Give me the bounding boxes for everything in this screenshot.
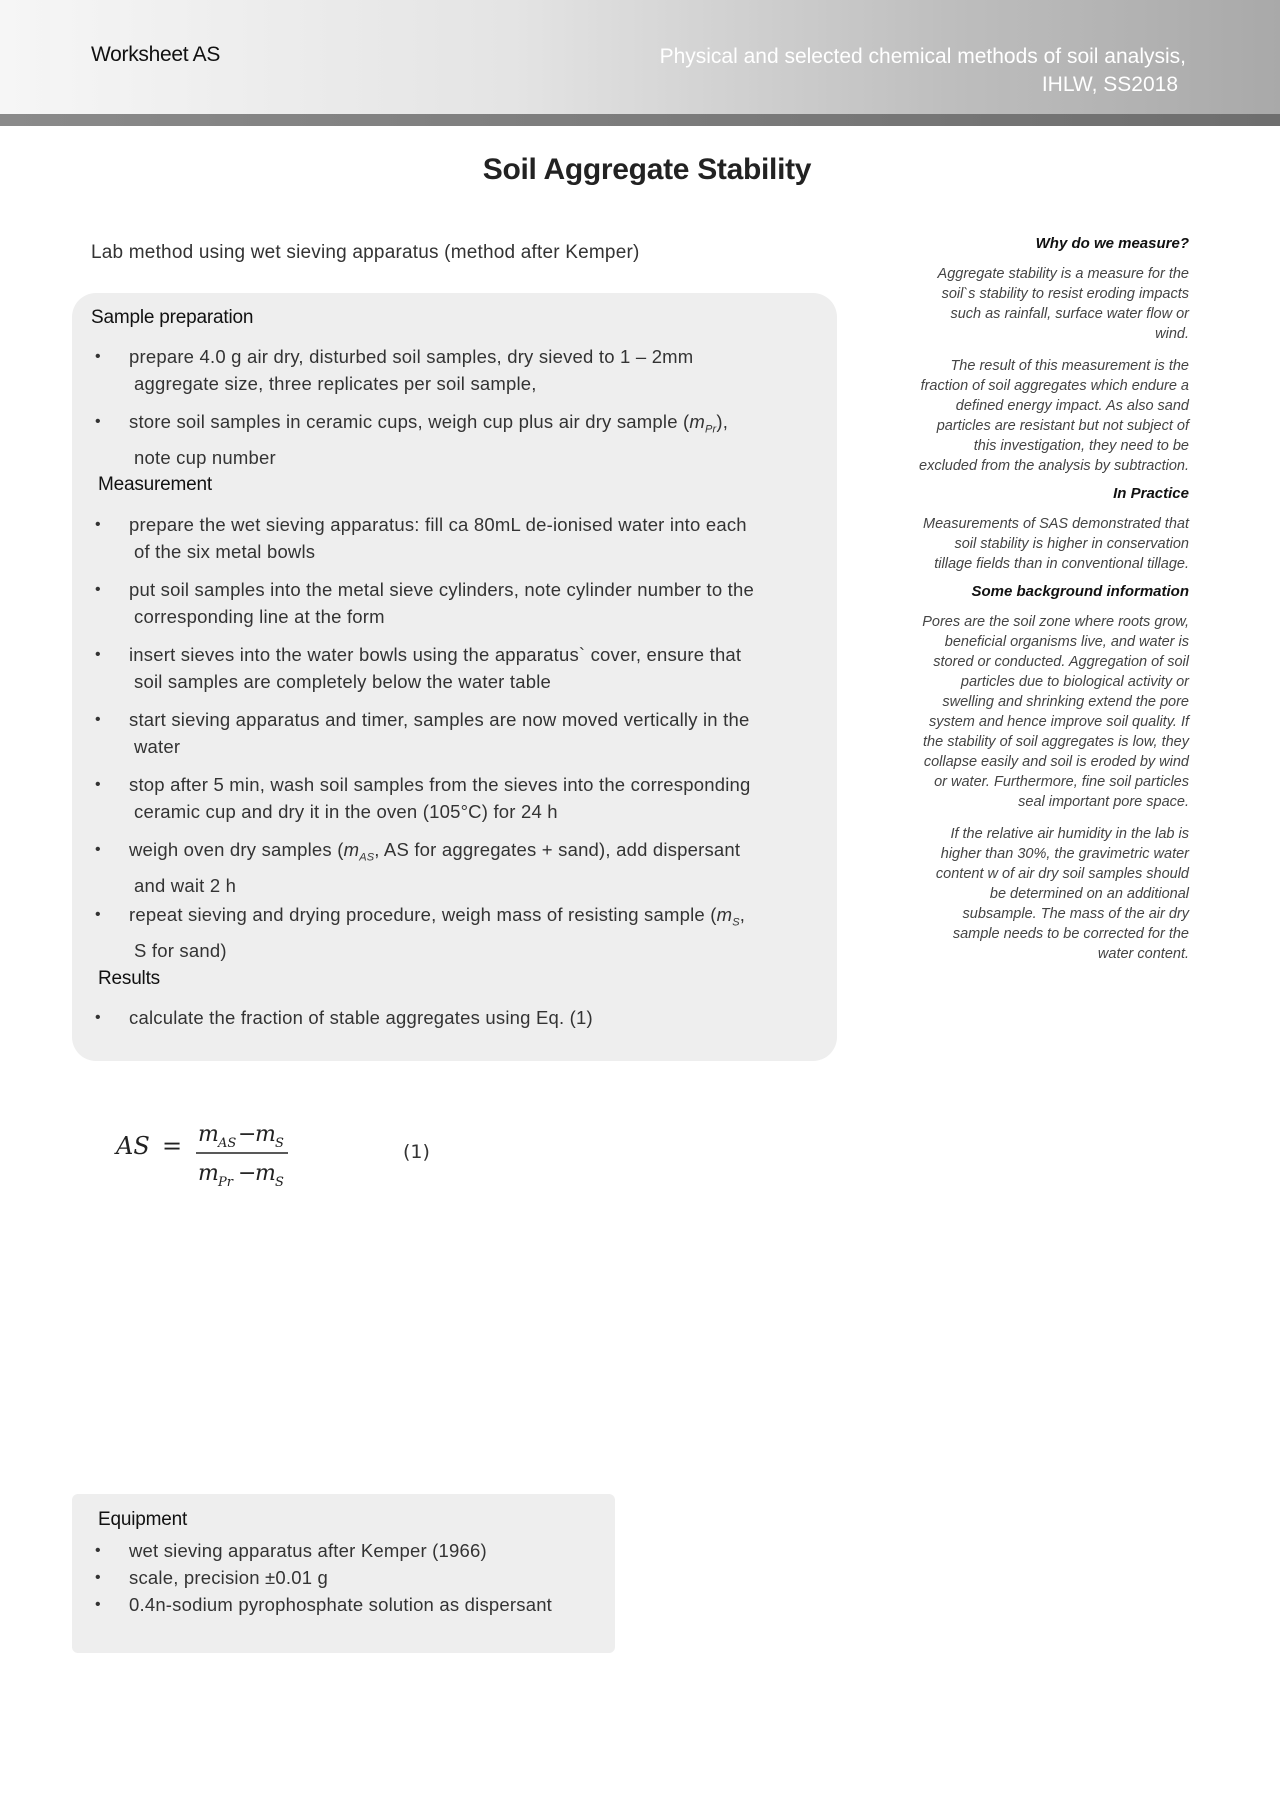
background-line: seal important pore space.	[1018, 794, 1189, 810]
den-var-a: m	[198, 1161, 219, 1186]
bullet-glyph: •	[95, 906, 101, 923]
list-item-line2: S for sand)	[134, 939, 227, 961]
den-minus: −	[238, 1161, 257, 1186]
list-item-line1: prepare the wet sieving apparatus: fill ca 80mL de-ionised water into each	[129, 514, 747, 535]
why-paragraph-1	[885, 264, 1189, 344]
equipment-item: 0.4n-sodium pyrophosphate solution as dispersant	[129, 1594, 553, 1615]
bullet-glyph: •	[95, 841, 101, 858]
list-item-line1: stop after 5 min, wash soil samples from the sieves into the corresponding	[129, 774, 751, 795]
background-line: swelling and shrinking extend the pore	[942, 694, 1189, 710]
why-p2-line: this investigation, they need to be	[973, 438, 1189, 454]
list-item	[91, 836, 831, 901]
formula-lhs: AS	[116, 1132, 150, 1160]
practice-paragraph	[885, 514, 1189, 574]
list-item-line2: of the six metal bowls	[134, 541, 316, 562]
mass-subscript: AS	[359, 851, 375, 864]
practice-line: soil stability is higher in conservation	[954, 536, 1189, 552]
equipment-item: wet sieving apparatus after Kemper (1966)	[129, 1540, 487, 1561]
text-pre: weigh oven dry samples (	[129, 839, 344, 860]
list-item	[91, 576, 831, 641]
equipment-item: scale, precision ±0.01 g	[129, 1567, 329, 1588]
num-var-a: m	[198, 1122, 219, 1147]
list-item-line1: start sieving apparatus and timer, samples are now moved vertically in the	[129, 709, 750, 730]
background-line: be determined on an additional	[989, 886, 1189, 902]
formula-equals: =	[162, 1132, 183, 1160]
text-post: , AS for aggregates + sand), add dispersant	[374, 839, 741, 860]
aggregate-stability-formula	[110, 1118, 310, 1198]
equipment-heading: Equipment	[98, 1509, 188, 1530]
background-line: sample needs to be corrected for the	[952, 926, 1189, 942]
method-subtitle: Lab method using wet sieving apparatus (method after Kemper)	[91, 242, 640, 263]
bullet-glyph: •	[95, 1542, 101, 1559]
page-header	[0, 0, 1280, 114]
list-item-line1: prepare 4.0 g air dry, disturbed soil samples, dry sieved to 1 – 2mm	[129, 346, 694, 367]
bullet-glyph: •	[95, 516, 101, 533]
list-item-line1	[129, 836, 831, 872]
why-p2-line: excluded from the analysis by subtraction.	[919, 458, 1189, 474]
list-item-line1: put soil samples into the metal sieve cylinders, note cylinder number to the	[129, 579, 754, 600]
background-line: content w of air dry soil samples should	[935, 866, 1189, 882]
list-item-line2: corresponding line at the form	[134, 606, 385, 627]
why-p2-line: particles are resistant but not subject of	[936, 418, 1189, 434]
worksheet-label: Worksheet AS	[91, 43, 221, 66]
practice-heading: In Practice	[1113, 485, 1189, 502]
sidebar-notes	[885, 232, 1189, 964]
list-item	[91, 1591, 611, 1618]
why-p2-line: The result of this measurement is the	[950, 358, 1189, 374]
results-list	[91, 1004, 831, 1031]
background-heading: Some background information	[971, 583, 1189, 600]
background-paragraph-1	[885, 612, 1189, 812]
text-pre: store soil samples in ceramic cups, weigh cup plus air dry sample (	[129, 411, 690, 432]
course-line-1: Physical and selected chemical methods of soil analysis,	[659, 45, 1186, 68]
why-p1-line: Aggregate stability is a measure for the	[937, 266, 1189, 282]
list-item	[91, 343, 831, 408]
measurement-heading: Measurement	[98, 474, 212, 495]
list-item	[91, 706, 831, 771]
list-item	[91, 511, 831, 576]
list-item	[91, 1537, 611, 1564]
why-p1-line: wind.	[1155, 326, 1189, 342]
list-item-line1: insert sieves into the water bowls using the apparatus` cover, ensure that	[129, 644, 742, 665]
background-line: particles due to biological activity or	[960, 674, 1189, 690]
list-item	[91, 1004, 831, 1031]
course-line-2: IHLW, SS2018	[1041, 73, 1178, 96]
background-line: subsample. The mass of the air dry	[962, 906, 1189, 922]
mass-subscript: S	[732, 916, 740, 929]
why-paragraph-2	[885, 356, 1189, 476]
equation-number: (1)	[403, 1141, 430, 1163]
measurement-list	[91, 511, 831, 966]
list-item-line1: calculate the fraction of stable aggregates using Eq. (1)	[129, 1007, 593, 1028]
sample-preparation-heading: Sample preparation	[91, 307, 254, 328]
why-p2-line: fraction of soil aggregates which endure a	[920, 378, 1189, 394]
background-paragraph-2	[885, 824, 1189, 964]
practice-line: tillage fields than in conventional tillage.	[934, 556, 1189, 572]
equipment-list	[91, 1537, 611, 1618]
background-line: water content.	[1097, 946, 1189, 962]
list-item-line2: soil samples are completely below the water table	[134, 671, 551, 692]
why-heading: Why do we measure?	[1035, 235, 1189, 252]
why-p1-line: such as rainfall, surface water flow or	[950, 306, 1189, 322]
list-item	[91, 771, 831, 836]
mass-variable: m	[716, 904, 733, 925]
list-item-line2: note cup number	[134, 446, 276, 468]
den-sub-b: S	[275, 1175, 284, 1190]
num-var-b: m	[255, 1122, 276, 1147]
results-heading: Results	[98, 968, 160, 989]
bullet-glyph: •	[95, 1569, 101, 1586]
bullet-glyph: •	[95, 646, 101, 663]
num-sub-b: S	[275, 1136, 284, 1151]
list-item	[91, 641, 831, 706]
bullet-glyph: •	[95, 413, 101, 430]
bullet-glyph: •	[95, 348, 101, 365]
list-item	[91, 408, 831, 473]
why-p1-line: soil`s stability to resist eroding impacts	[941, 286, 1189, 302]
background-line: or water. Furthermore, fine soil particles	[934, 774, 1189, 790]
mass-variable: m	[689, 411, 706, 432]
background-line: beneficial organisms live, and water is	[944, 634, 1189, 650]
bullet-glyph: •	[95, 1596, 101, 1613]
mass-variable: m	[343, 839, 360, 860]
list-item-line1	[129, 901, 831, 937]
background-line: Pores are the soil zone where roots grow,	[922, 614, 1189, 630]
list-item-line1	[129, 408, 831, 444]
mass-subscript: Pr	[705, 423, 717, 436]
bullet-glyph: •	[95, 1009, 101, 1026]
bullet-glyph: •	[95, 581, 101, 598]
practice-line: Measurements of SAS demonstrated that	[923, 516, 1189, 532]
course-title	[566, 43, 1186, 99]
bullet-glyph: •	[95, 711, 101, 728]
list-item-line2: water	[134, 736, 181, 757]
list-item-line2: ceramic cup and dry it in the oven (105°C) for 24 h	[134, 801, 558, 822]
background-line: If the relative air humidity in the lab is	[950, 826, 1189, 842]
text-pre: repeat sieving and drying procedure, weigh mass of resisting sample (	[129, 904, 717, 925]
text-post: ,	[739, 904, 746, 925]
list-item	[91, 901, 831, 966]
num-minus: −	[238, 1122, 257, 1147]
list-item-line2: and wait 2 h	[134, 874, 237, 896]
list-item-line2: aggregate size, three replicates per soil sample,	[134, 373, 537, 394]
why-p2-line: defined energy impact. As also sand	[955, 398, 1189, 414]
background-line: collapse easily and soil is eroded by wind	[923, 754, 1189, 770]
text-post: ),	[716, 411, 729, 432]
sample-preparation-list	[91, 343, 831, 473]
page-title: Soil Aggregate Stability	[482, 153, 812, 186]
background-line: system and hence improve soil quality. If	[928, 714, 1189, 730]
den-sub-a: Pr	[218, 1175, 233, 1190]
num-sub-a: AS	[218, 1136, 237, 1151]
background-line: the stability of soil aggregates is low, they	[923, 734, 1189, 750]
background-line: higher than 30%, the gravimetric water	[940, 846, 1189, 862]
background-line: stored or conducted. Aggregation of soil	[933, 654, 1189, 670]
den-var-b: m	[255, 1161, 276, 1186]
header-divider	[0, 114, 1280, 126]
list-item	[91, 1564, 611, 1591]
bullet-glyph: •	[95, 776, 101, 793]
